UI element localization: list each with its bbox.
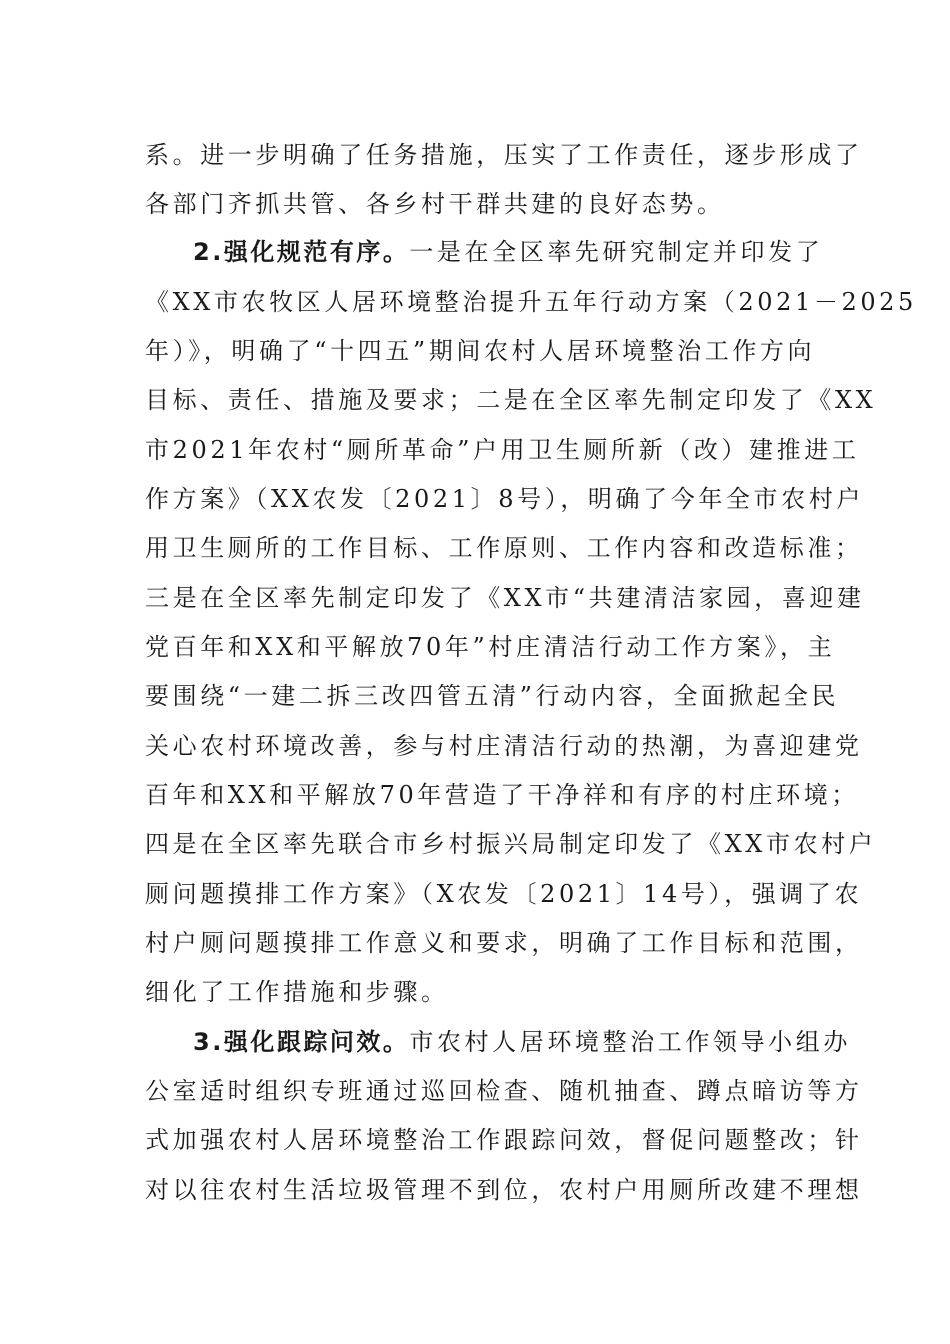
paragraph-line: 对以往农村生活垃圾管理不到位，农村户用厕所改建不理想 [145,1176,863,1204]
paragraph-line: 用卫生厕所的工作目标、工作原则、工作内容和改造标准； [145,534,863,562]
paragraph-line: 细化了工作措施和步骤。 [145,978,449,1006]
paragraph-line: 年）》，明确了“十四五”期间农村人居环境整治工作方向 [145,337,816,365]
paragraph-line: 三是在全区率先制定印发了《XX市“共建清洁家园，喜迎建 [145,584,865,612]
paragraph-line-rest: 市农村人居环境整治工作领导小组办 [409,1028,851,1056]
paragraph-first-line [193,1022,851,1062]
section-heading-2: 2.强化规范有序。 [193,238,410,266]
paragraph-line: 党百年和XX和平解放70年”村庄清洁行动工作方案》，主 [145,633,836,661]
paragraph-line: 式加强农村人居环境整治工作跟踪问效，督促问题整改；针 [145,1126,863,1154]
paragraph-line: 四是在全区率先联合市乡村振兴局制定印发了《XX市农村户 [145,830,877,858]
paragraph-line: 各部门齐抓共管、各乡村干群共建的良好态势。 [145,190,725,218]
section-heading-3: 3.强化跟踪问效。 [193,1028,410,1056]
paragraph-line: 厕问题摸排工作方案》（X农发〔2021〕14号），强调了农 [145,880,863,908]
paragraph-line: 市2021年农村“厕所革命”户用卫生厕所新（改）建推进工 [145,436,860,464]
paragraph-line: 公室适时组织专班通过巡回检查、随机抽查、蹲点暗访等方 [145,1077,863,1105]
paragraph-line: 关心农村环境改善，参与村庄清洁行动的热潮，为喜迎建党 [145,732,863,760]
paragraph-line: 目标、责任、措施及要求；二是在全区率先制定印发了《XX [145,386,877,414]
paragraph-line: 村户厕问题摸排工作意义和要求，明确了工作目标和范围， [145,929,863,957]
paragraph-line: 要围绕“一建二拆三改四管五清”行动内容，全面掀起全民 [145,682,840,710]
paragraph-line: 《XX市农牧区人居环境整治提升五年行动方案（2021－2025 [145,288,917,316]
paragraph-first-line [193,232,824,272]
paragraph-line-rest: 一是在全区率先研究制定并印发了 [409,238,824,266]
paragraph-line: 百年和XX和平解放70年营造了干净祥和有序的村庄环境； [145,781,859,809]
paragraph-line: 系。进一步明确了任务措施，压实了工作责任，逐步形成了 [145,141,863,169]
paragraph-line: 作方案》（XX农发〔2021〕8号），明确了今年全市农村户 [145,485,864,513]
